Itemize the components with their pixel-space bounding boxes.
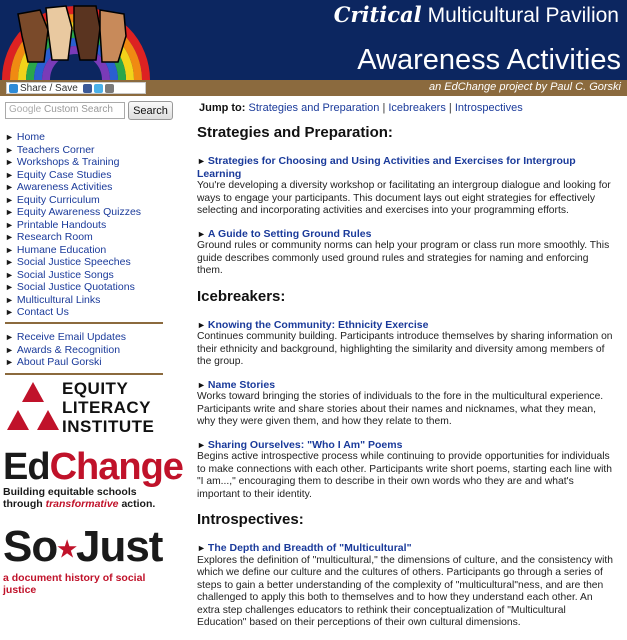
edchange-ed: Ed xyxy=(3,446,50,488)
nav-item[interactable] xyxy=(5,294,141,307)
activity-entry xyxy=(197,439,617,502)
arrow-icon: ► xyxy=(5,207,14,217)
sojust-so: So xyxy=(3,522,58,571)
share-label: Share / Save xyxy=(20,82,78,94)
nav-item[interactable] xyxy=(5,231,141,244)
section xyxy=(197,511,617,630)
nav-item[interactable] xyxy=(5,144,141,157)
sojust-wordmark xyxy=(3,524,166,572)
nav-secondary-link[interactable]: Receive Email Updates xyxy=(16,331,127,343)
sojust-tagline: a document history of social justice xyxy=(3,572,146,597)
edchange-tag-transformative: transformative xyxy=(45,498,119,510)
equity-logo-text xyxy=(62,379,154,436)
nav-link[interactable]: Awareness Activities xyxy=(16,181,113,193)
activity-entry xyxy=(197,542,617,630)
arrow-icon: ► xyxy=(5,194,14,205)
nav-link[interactable]: Social Justice Quotations xyxy=(16,281,135,293)
jump-link-icebreakers[interactable]: Icebreakers xyxy=(388,102,446,114)
equity-triangles-icon xyxy=(4,382,62,438)
activity-description: Continues community building. Participants introduce themselves by sharing information on their ethnicity and background, highlighting the similarity and diversity among members of the group. xyxy=(197,331,613,367)
equity-logo-line: INSTITUTE xyxy=(62,417,155,436)
nav-link[interactable]: Teachers Corner xyxy=(16,143,95,156)
activity-title-row xyxy=(197,319,617,332)
sojust-just: Just xyxy=(75,522,163,571)
nav-divider xyxy=(5,322,163,324)
activity-description: Explores the definition of "multicultural," the dimensions of culture, and the consistency with which we define our culture and the cultures of others. Participants go through a series of steps to gain a better understanding of the complexity of "multicultural"ness, and are then challenged to apply this both to themselves and to how they understand each other. An extra step challenges educators to rethink their conceptualization of "Multicultural Education" based on their perceptions of their own cultural dimensions. xyxy=(197,554,613,628)
equity-literacy-institute-logo[interactable] xyxy=(0,376,168,438)
nav-item[interactable] xyxy=(5,356,126,369)
arrow-icon: ► xyxy=(5,219,14,230)
activity-description: Works toward bringing the stories of individuals to the fore in the multicultural experience. Participants write and share stories about their names and nicknames, what they mean, why they were given them, and how they relate to them. xyxy=(197,391,604,427)
email-icon[interactable] xyxy=(105,84,114,93)
arrow-icon: ► xyxy=(197,439,206,450)
page-heading: Awareness Activities xyxy=(357,44,621,76)
activity-description: Begins active introspective process while continuing to provide opportunities for individuals to make connections with each other. Participants write short poems, starting each line with "I am...," encouraging them to describe in their own words who they are and what's important to their identity. xyxy=(197,451,612,500)
activity-title-row xyxy=(197,379,617,392)
star-icon: ★ xyxy=(57,536,76,562)
sidebar xyxy=(0,96,183,600)
site-title-rest: Multicultural Pavilion xyxy=(427,4,619,27)
nav-link[interactable]: Contact Us xyxy=(16,306,69,318)
arrow-icon: ► xyxy=(5,232,14,242)
arrow-icon: ► xyxy=(197,228,206,239)
arrow-icon: ► xyxy=(5,294,14,305)
arrow-icon: ► xyxy=(5,169,14,180)
nav-item[interactable] xyxy=(5,206,141,219)
site-title xyxy=(334,2,619,28)
edchange-tagline xyxy=(3,486,166,510)
nav-item[interactable] xyxy=(5,306,141,319)
arrow-icon: ► xyxy=(5,282,14,292)
tagline: an EdChange project by Paul C. Gorski xyxy=(429,81,621,93)
nav-secondary-link[interactable]: Awards & Recognition xyxy=(16,343,121,356)
activity-title-link[interactable]: Strategies for Choosing and Using Activities and Exercises for Intergroup Learning xyxy=(197,155,576,180)
arrow-icon: ► xyxy=(5,144,14,155)
secondary-nav xyxy=(5,331,126,369)
nav-item[interactable] xyxy=(5,244,141,257)
jump-to-bar: Jump to: Strategies and Preparation | Icebreakers | Introspectives xyxy=(199,102,523,114)
activity-entry xyxy=(197,228,617,278)
activity-entry xyxy=(197,155,617,218)
edchange-tagline-line2 xyxy=(3,498,166,510)
activity-title-row xyxy=(197,228,617,241)
nav-link[interactable]: Printable Handouts xyxy=(16,218,107,231)
twitter-icon[interactable] xyxy=(94,84,103,93)
edchange-tag-action: action. xyxy=(121,498,156,510)
arrow-icon: ► xyxy=(5,269,14,280)
search-placeholder: Custom Search xyxy=(44,104,113,115)
subheader-bar xyxy=(0,80,627,96)
sojust-logo[interactable] xyxy=(3,522,166,597)
nav-divider xyxy=(5,373,163,375)
arrow-icon: ► xyxy=(5,257,14,267)
primary-nav xyxy=(5,131,141,319)
nav-item[interactable] xyxy=(5,269,141,282)
nav-link[interactable]: Social Justice Songs xyxy=(16,268,114,281)
arrow-icon: ► xyxy=(197,379,206,390)
raised-fists-logo[interactable] xyxy=(0,0,152,80)
activity-description: You're developing a diversity workshop or facilitating an intergroup dialogue and looking for ways to engage your participants. This document lays out eight strategies for effectively selecting and incorporating activities and exercises into your programming efforts. xyxy=(197,180,611,216)
section xyxy=(197,124,617,278)
nav-item[interactable] xyxy=(5,331,126,344)
activity-description: Ground rules or community norms can help your program or class run more smoothly. This guide describes commonly used ground rules and strategies for naming and enforcing them. xyxy=(197,240,610,276)
equity-logo-line: LITERACY xyxy=(62,398,151,417)
nav-item[interactable] xyxy=(5,281,141,294)
nav-link[interactable]: Humane Education xyxy=(16,243,107,256)
jump-label: Jump to xyxy=(199,102,242,114)
edchange-wordmark xyxy=(3,446,183,488)
activity-title-row xyxy=(197,155,617,180)
section-title: Strategies and Preparation: xyxy=(197,124,393,141)
nav-item[interactable] xyxy=(5,156,141,169)
search-button[interactable]: Search xyxy=(128,101,173,120)
edchange-tagline-line1: Building equitable schools xyxy=(3,486,137,498)
activity-title-link[interactable]: A Guide to Setting Ground Rules xyxy=(207,227,372,240)
activity-entry xyxy=(197,379,617,429)
activity-title-link[interactable]: The Depth and Breadth of "Multicultural" xyxy=(207,542,412,554)
arrow-icon: ► xyxy=(5,344,14,355)
nav-link[interactable]: Equity Curriculum xyxy=(16,193,100,206)
activity-title-link[interactable]: Name Stories xyxy=(207,378,276,391)
section-title: Introspectives: xyxy=(197,511,304,528)
jump-link-introspectives[interactable]: Introspectives xyxy=(454,102,523,114)
edchange-change: Change xyxy=(49,446,183,488)
site-title-critical: Critical xyxy=(333,2,422,27)
nav-link[interactable]: Equity Case Studies xyxy=(16,168,112,181)
nav-link[interactable]: Social Justice Speeches xyxy=(16,256,131,268)
nav-item[interactable] xyxy=(5,181,141,194)
nav-link[interactable]: Home xyxy=(16,131,45,143)
nav-link[interactable]: Research Room xyxy=(16,231,93,243)
edchange-tag-through: through xyxy=(3,498,43,510)
equity-logo-line: EQUITY xyxy=(62,379,129,398)
section-title: Icebreakers: xyxy=(197,287,286,305)
nav-link[interactable]: Multicultural Links xyxy=(16,293,101,306)
arrow-icon: ► xyxy=(5,357,14,367)
activity-sections xyxy=(197,122,617,640)
edchange-logo[interactable] xyxy=(3,446,183,514)
arrow-icon: ► xyxy=(197,543,206,553)
nav-link[interactable]: Workshops & Training xyxy=(16,156,120,168)
nav-item[interactable] xyxy=(5,194,141,207)
nav-item[interactable] xyxy=(5,219,141,232)
share-save-widget[interactable] xyxy=(6,82,146,94)
site-header xyxy=(0,0,627,80)
search-input[interactable] xyxy=(5,102,125,119)
arrow-icon: ► xyxy=(5,332,14,342)
activity-title-row xyxy=(197,439,617,452)
arrow-icon: ► xyxy=(5,307,14,317)
main-content xyxy=(197,96,622,628)
activity-entry xyxy=(197,319,617,369)
nav-link[interactable]: Equity Awareness Quizzes xyxy=(16,206,142,218)
arrow-icon: ► xyxy=(197,156,206,166)
arrow-icon: ► xyxy=(5,182,14,192)
section xyxy=(197,288,617,502)
nav-item[interactable] xyxy=(5,256,141,269)
arrow-icon: ► xyxy=(5,157,14,167)
activity-title-row xyxy=(197,542,617,555)
nav-secondary-link[interactable]: About Paul Gorski xyxy=(16,356,102,368)
activity-title-link[interactable]: Knowing the Community: Ethnicity Exercise xyxy=(207,318,429,331)
arrow-icon: ► xyxy=(5,132,14,142)
activity-title-link[interactable]: Sharing Ourselves: "Who I Am" Poems xyxy=(207,438,403,451)
arrow-icon: ► xyxy=(5,244,14,255)
nav-item[interactable] xyxy=(5,169,141,182)
facebook-icon[interactable] xyxy=(83,84,92,93)
arrow-icon: ► xyxy=(197,319,206,330)
nav-item[interactable] xyxy=(5,131,141,144)
jump-link-strategies[interactable]: Strategies and Preparation xyxy=(248,102,380,114)
nav-item[interactable] xyxy=(5,344,126,357)
google-brand: Google xyxy=(9,104,42,115)
share-icon xyxy=(9,84,18,93)
